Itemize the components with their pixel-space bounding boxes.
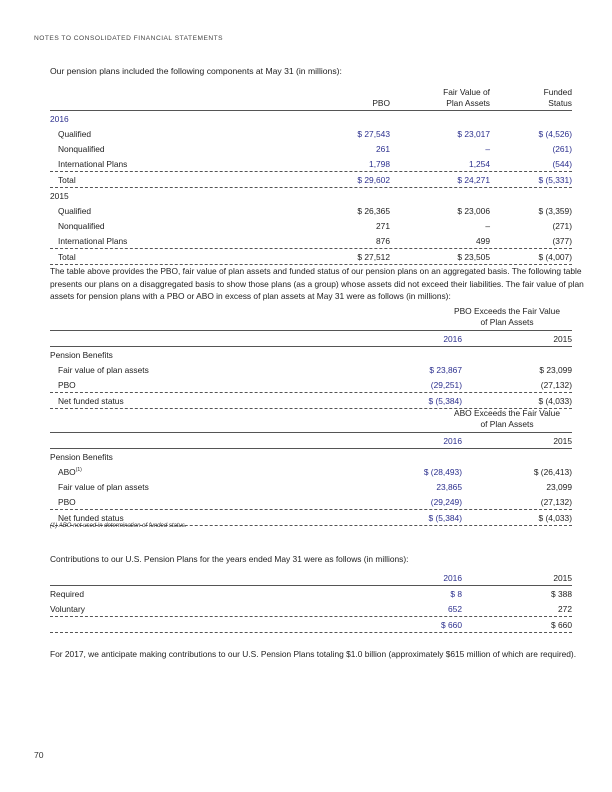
abo-exceeds-table [50, 408, 572, 526]
table-row-total: $ 660 $ 660 [50, 617, 572, 633]
year-header: 2016 2015 [50, 570, 572, 586]
page-number: 70 [34, 750, 44, 760]
table-row-total: Net funded status $ (5,384) $ (4,033) [50, 510, 572, 526]
table-row: Nonqualified 261 – (261) [58, 144, 572, 154]
page-header: NOTES TO CONSOLIDATED FINANCIAL STATEMENTS [34, 35, 224, 42]
table-row: Nonqualified 271 – (271) [58, 221, 572, 231]
paragraph-contributions: Contributions to our U.S. Pension Plans for the years ended May 31 were as follows (in millions): [50, 554, 409, 564]
table-row-total: Net funded status $ (5,384) $ (4,033) [50, 393, 572, 409]
year-header: 2016 2015 [50, 330, 572, 347]
section-label: Pension Benefits [50, 350, 113, 360]
table-row: Fair value of plan assets 23,865 23,099 [58, 482, 572, 492]
year-header: 2016 2015 [50, 432, 572, 449]
table-row: Qualified $ 27,543 $ 23,017 $ (4,526) [58, 129, 572, 139]
year-row-2016: 2016 [50, 114, 69, 124]
table-row-total: Total $ 27,512 $ 23,505 $ (4,007) [50, 249, 572, 265]
table-row: ABO$^{(1)}$ $ (28,493) $ (26,413) [58, 467, 572, 477]
col-pbo: PBO [372, 97, 390, 108]
table-row: PBO (29,249) (27,132) [50, 494, 572, 510]
table-row: International Plans 876 499 (377) [50, 233, 572, 249]
intro-text: Our pension plans included the following components at May 31 (in millions): [50, 66, 342, 76]
paragraph-2017: For 2017, we anticipate making contributions to our U.S. Pension Plans totaling $1.0 billion (approximately $615 million of which are required). [50, 649, 577, 659]
pension-components-table [50, 84, 572, 265]
table-row-total: Total $ 29,602 $ 24,271 $ (5,331) [50, 172, 572, 188]
table-row: International Plans 1,798 1,254 (544) [50, 156, 572, 172]
table-header [50, 84, 572, 111]
group-title: PBO Exceeds the Fair Value of Plan Assets [454, 306, 560, 327]
table-row: Required $ 8 $ 388 [50, 589, 572, 599]
footnote: (1) ABO not used in determination of funded status. [50, 523, 187, 529]
year-row-2015: 2015 [50, 191, 69, 201]
col-funded-status: Funded Status [543, 87, 572, 108]
contributions-table [50, 570, 572, 633]
table-row: Qualified $ 26,365 $ 23,006 $ (3,359) [58, 206, 572, 216]
table-row: Fair value of plan assets $ 23,867 $ 23,099 [58, 365, 572, 375]
pbo-exceeds-table [50, 306, 572, 409]
section-label: Pension Benefits [50, 452, 113, 462]
group-title: ABO Exceeds the Fair Value of Plan Assets [454, 408, 560, 429]
table-row: PBO (29,251) (27,132) [50, 377, 572, 393]
col-fair-value: Fair Value of Plan Assets [443, 87, 490, 108]
paragraph-disaggregated: The table above provides the PBO, fair value of plan assets and funded status of our pension plans on an aggregated basis. The following table presents our plans on a disaggregated basis to show those plans (as a group) whose assets did not exceed their liabilities. The fair value of plan assets for pension plans with a PBO or ABO in excess of plan assets at May 31 were as follows (in millions): [50, 266, 584, 302]
table-row: Voluntary 652 272 [50, 601, 572, 617]
